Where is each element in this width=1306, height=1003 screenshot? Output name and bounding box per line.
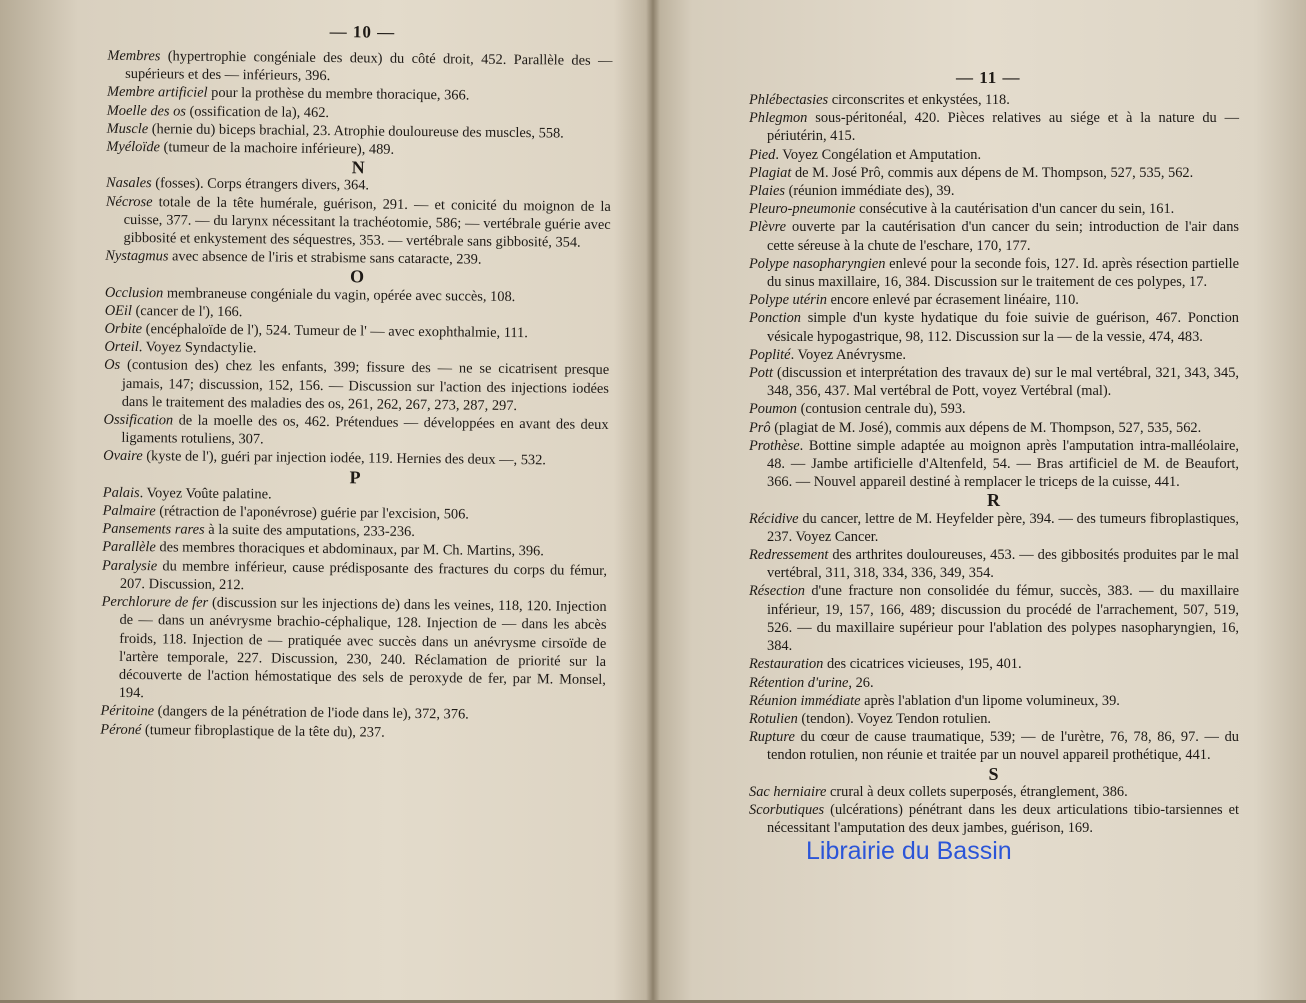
- index-entry: [103, 411, 608, 453]
- index-entry: [749, 91, 1239, 109]
- entry-text: membraneuse congéniale du vagin, opérée avec succès, 108.: [163, 284, 516, 305]
- page-number: — 10 —: [329, 22, 396, 42]
- entry-term: Perchlorure de fer: [101, 593, 209, 611]
- entry-term: Ponction: [749, 310, 801, 327]
- entry-term: Nystagmus: [105, 247, 169, 265]
- index-entry: [749, 437, 1239, 492]
- entry-text: , 26.: [848, 674, 874, 691]
- page-number: — 11 —: [956, 68, 1021, 87]
- section-letter: S: [988, 763, 1000, 784]
- entry-text: des arthrites douloureuses, 453. — des gibbosités produites par le mal vertébral, 311, 318, 334, 336, 349, 354.: [767, 547, 1239, 582]
- entry-term: Membres: [107, 47, 161, 65]
- index-entry: [749, 146, 1239, 164]
- index-entry: [749, 546, 1239, 582]
- section-letter: N: [351, 157, 366, 178]
- entry-text: totale de la tête humérale, guérison, 291. — et conicité du moignon de la cuisse, 377. — du larynx nécessitant la trachéotomie, 586; — vertébrale guérie avec gibbosité et enkystement des séquestres, 353. — vertébrale sans gibbosité, 354.: [123, 193, 611, 251]
- entry-text: (discussion et interprétation des travaux de) sur le mal vertébral, 321, 343, 345, 348, 356, 437. Mal vertébral de Pott, voyez Vertébral (mal).: [767, 365, 1239, 400]
- index-entry: [749, 655, 1239, 673]
- entry-term: Moelle des os: [106, 102, 187, 120]
- entry-term: Ovaire: [103, 448, 143, 465]
- entry-term: Polype nasopharyngien: [749, 255, 886, 272]
- index-entry: [100, 720, 605, 743]
- entry-text: (encéphaloïde de l'), 524. Tumeur de l' — avec exophthalmie, 111.: [142, 321, 528, 342]
- entry-term: Sac herniaire: [749, 783, 827, 800]
- entry-text: simple d'un kyste hydatique du foie suivie de guérison, 467. Ponction vésicale hypogastrique, 98, 112. Discussion sur la — de la vessie, 474, 483.: [767, 310, 1239, 345]
- index-entry: [749, 419, 1239, 437]
- entry-term: Prothèse: [749, 437, 800, 454]
- entry-text: (contusion des) chez les enfants, 399; fissure des — ne se cicatrisent presque jamais, 147; discussion, 152, 156. — Discussion sur l'action des injections iodées dans le traitement des maladies des os, 261, 262, 267, 273, 287, 297.: [120, 357, 610, 414]
- entry-term: Orbite: [104, 320, 143, 338]
- entry-term: Occlusion: [104, 284, 164, 301]
- entry-term: Poumon: [749, 401, 797, 418]
- index-entry: [749, 182, 1239, 200]
- entry-term: Nécrose: [105, 193, 153, 210]
- entry-text: . Voyez Anévrysme.: [790, 346, 906, 363]
- entry-text: ouverte par la cautérisation d'un cancer du sein; introduction de l'air dans cette séreuse à la chute de l'eschare, 170, 177.: [767, 219, 1239, 254]
- index-entry: [749, 783, 1239, 801]
- entry-term: Restauration: [749, 656, 824, 673]
- entry-text: (fosses). Corps étrangers divers, 364.: [151, 175, 370, 194]
- entry-text: (discussion sur les injections de) dans les veines, 118, 120. Injection de — dans un anévrysme brachio-céphalique, 128. Injection de — dans les abcès froids, 118. Injection de — pratiquée avec succès dans un anévrysme cirsoïde de l'artère temporale, 227. Discussion, 230, 240. Réclamation de priorité sur la découverte de l'action hémostatique des sels de peroxyde de fer, par M. Monsel, 194.: [118, 594, 607, 702]
- index-entry: [749, 400, 1239, 418]
- index-entry: [749, 200, 1239, 218]
- entry-term: Récidive: [749, 510, 799, 527]
- index-entry: [749, 674, 1239, 692]
- entry-text: du cancer, lettre de M. Heyfelder père, 394. — des tumeurs fibroplastiques, 237. Voyez Cancer.: [767, 510, 1239, 545]
- entry-text: (hernie du) biceps brachial, 23. Atrophie douloureuse des muscles, 558.: [148, 120, 564, 142]
- index-column: [749, 91, 1239, 837]
- entry-term: Pansements rares: [102, 520, 205, 539]
- entry-text: circonscrites et enkystées, 118.: [828, 92, 1010, 108]
- index-entry: [105, 192, 611, 252]
- entry-term: Os: [104, 357, 121, 374]
- index-entry: [749, 255, 1239, 291]
- entry-text: pour la prothèse du membre thoracique, 366.: [207, 85, 470, 104]
- entry-text: (plagiat de M. José), commis aux dépens de M. Thompson, 527, 535, 562.: [770, 419, 1202, 436]
- entry-term: Palais: [102, 484, 140, 501]
- entry-term: Résection: [749, 583, 805, 600]
- index-entry: [749, 309, 1239, 345]
- entry-text: (cancer de l'), 166.: [131, 302, 243, 320]
- entry-text: (contusion centrale du), 593.: [796, 401, 966, 418]
- entry-term: Ossification: [103, 411, 174, 429]
- entry-term: Prô: [749, 419, 771, 436]
- entry-text: enlevé pour la seconde fois, 127. Id. après résection partielle du sinus maxillaire, 16, 384. Discussion sur le traitement de ces polypes, 17.: [767, 255, 1239, 291]
- entry-text: du cœur de cause traumatique, 539; — de l'urètre, 76, 78, 86, 97. — du tendon rotulien, non réunie et traitée par un nouvel appareil prothétique, 441.: [767, 729, 1239, 764]
- index-entry: [101, 593, 607, 708]
- entry-term: Poplité: [749, 346, 791, 363]
- entry-text: encore enlevé par écrasement linéaire, 110.: [826, 292, 1079, 309]
- index-entry: [749, 510, 1239, 546]
- entry-term: Palmaire: [102, 502, 156, 520]
- entry-term: Phlegmon: [749, 110, 808, 127]
- entry-text: (hypertrophie congéniale des deux) du côté droit, 452. Parallèle des — supérieurs et des — inférieurs, 396.: [125, 48, 613, 85]
- index-entry: [749, 582, 1239, 655]
- entry-term: Membre artificiel: [106, 84, 208, 102]
- entry-term: Paralysie: [101, 557, 158, 574]
- watermark: Librairie du Bassin: [806, 837, 1012, 865]
- entry-term: Réunion immédiate: [749, 692, 861, 709]
- index-column: [100, 47, 612, 744]
- entry-text: de M. José Prô, commis aux dépens de M. Thompson, 527, 535, 562.: [791, 164, 1194, 181]
- entry-text: après l'ablation d'un lipome volumineux, 39.: [860, 692, 1120, 709]
- entry-text: . Voyez Congélation et Amputation.: [775, 146, 982, 163]
- index-entry: [749, 692, 1239, 710]
- entry-term: Orteil: [104, 338, 139, 356]
- entry-text: sous-péritonéal, 420. Pièces relatives au siége et à la nature du — périutérin, 415.: [767, 110, 1239, 145]
- entry-term: Myéloïde: [106, 138, 161, 156]
- entry-term: Plèvre: [749, 219, 787, 236]
- entry-term: Pott: [749, 365, 773, 382]
- index-entry: [102, 556, 607, 598]
- entry-term: OEil: [104, 302, 133, 319]
- entry-text: (réunion immédiate des), 39.: [784, 183, 955, 200]
- entry-text: . Bottine simple adaptée au moignon après l'amputation intra-malléolaire, 48. — Jambe artificielle d'Altenfeld, 54. — Bras artificiel de M. de Beaufort, 366. — Nouvel appareil destiné à remplacer le triceps de la cuisse, 441.: [767, 437, 1239, 491]
- entry-term: Polype utérin: [749, 292, 827, 309]
- entry-text: des cicatrices vicieuses, 195, 401.: [823, 656, 1022, 673]
- entry-term: Plagiat: [749, 164, 792, 181]
- entry-term: Plaies: [749, 183, 785, 200]
- index-entry: [749, 801, 1239, 837]
- entry-term: Phlébectasies: [749, 92, 829, 108]
- entry-term: Rétention d'urine: [749, 674, 849, 691]
- entry-text: . Voyez Voûte palatine.: [139, 484, 272, 503]
- index-entry: [749, 218, 1239, 254]
- index-entry: [749, 164, 1239, 182]
- entry-text: d'une fracture non consolidée du fémur, succès, 383. — du maxillaire inférieur, 19, 157, 166, 489; discussion du procédé de l'arrachement, 507, 519, 526. — du maxillaire supérieur pour l'ablation des polypes nasopharyngien, 16, 384.: [767, 583, 1239, 655]
- entry-text: à la suite des amputations, 233-236.: [204, 522, 415, 541]
- index-entry: [749, 710, 1239, 728]
- entry-text: (kyste de l'), guéri par injection iodée, 119. Hernies des deux —, 532.: [142, 448, 547, 469]
- entry-term: Parallèle: [102, 539, 156, 556]
- section-letter: O: [349, 266, 366, 287]
- index-entry: [749, 364, 1239, 400]
- entry-text: de la moelle des os, 462. Prétendues — développées en avant des deux ligaments rotuliens, 307.: [121, 412, 609, 448]
- entry-text: (dangers de la pénétration de l'iode dans le), 372, 376.: [154, 703, 469, 723]
- entry-text: (tendon). Voyez Tendon rotulien.: [797, 710, 991, 727]
- index-entry: [749, 728, 1239, 764]
- entry-text: (rétraction de l'aponévrose) guérie par l'excision, 506.: [155, 503, 469, 523]
- entry-term: Pleuro-pneumonie: [749, 201, 856, 218]
- entry-term: Redressement: [749, 547, 829, 564]
- entry-text: crural à deux collets superposés, étranglement, 386.: [826, 783, 1128, 800]
- entry-term: Muscle: [106, 120, 149, 137]
- entry-term: Pied: [749, 146, 776, 163]
- entry-text: (tumeur de la machoire inférieure), 489.: [159, 139, 395, 158]
- entry-text: (ulcérations) pénétrant dans les deux articulations tibio-tarsiennes et nécessitant l'amputation des deux jambes, guérison, 169.: [767, 801, 1239, 837]
- entry-term: Péritoine: [100, 703, 155, 720]
- entry-text: du membre inférieur, cause prédisposante des fractures du corps du fémur, 207. Discussion, 212.: [119, 557, 608, 594]
- index-entry: [104, 356, 610, 416]
- entry-text: (tumeur fibroplastique de la tête du), 237.: [141, 721, 385, 741]
- entry-text: avec absence de l'iris et strabisme sans cataracte, 239.: [168, 248, 482, 268]
- entry-text: . Voyez Syndactylie.: [138, 339, 257, 357]
- section-letter: P: [349, 466, 362, 488]
- entry-text: des membres thoraciques et abdominaux, par M. Ch. Martins, 396.: [155, 539, 544, 560]
- entry-text: (ossification de la), 462.: [185, 103, 330, 121]
- entry-term: Péroné: [100, 721, 142, 738]
- entry-text: consécutive à la cautérisation d'un cancer du sein, 161.: [855, 201, 1175, 218]
- entry-term: Scorbutiques: [749, 801, 825, 818]
- index-entry: [749, 291, 1239, 309]
- section-letter: R: [987, 490, 1001, 511]
- left-page: [0, 0, 650, 1003]
- index-entry: [749, 109, 1239, 145]
- entry-term: Rupture: [749, 729, 795, 746]
- entry-term: Nasales: [105, 175, 152, 192]
- entry-term: Rotulien: [749, 710, 798, 727]
- index-entry: [749, 346, 1239, 364]
- index-entry: [107, 47, 612, 89]
